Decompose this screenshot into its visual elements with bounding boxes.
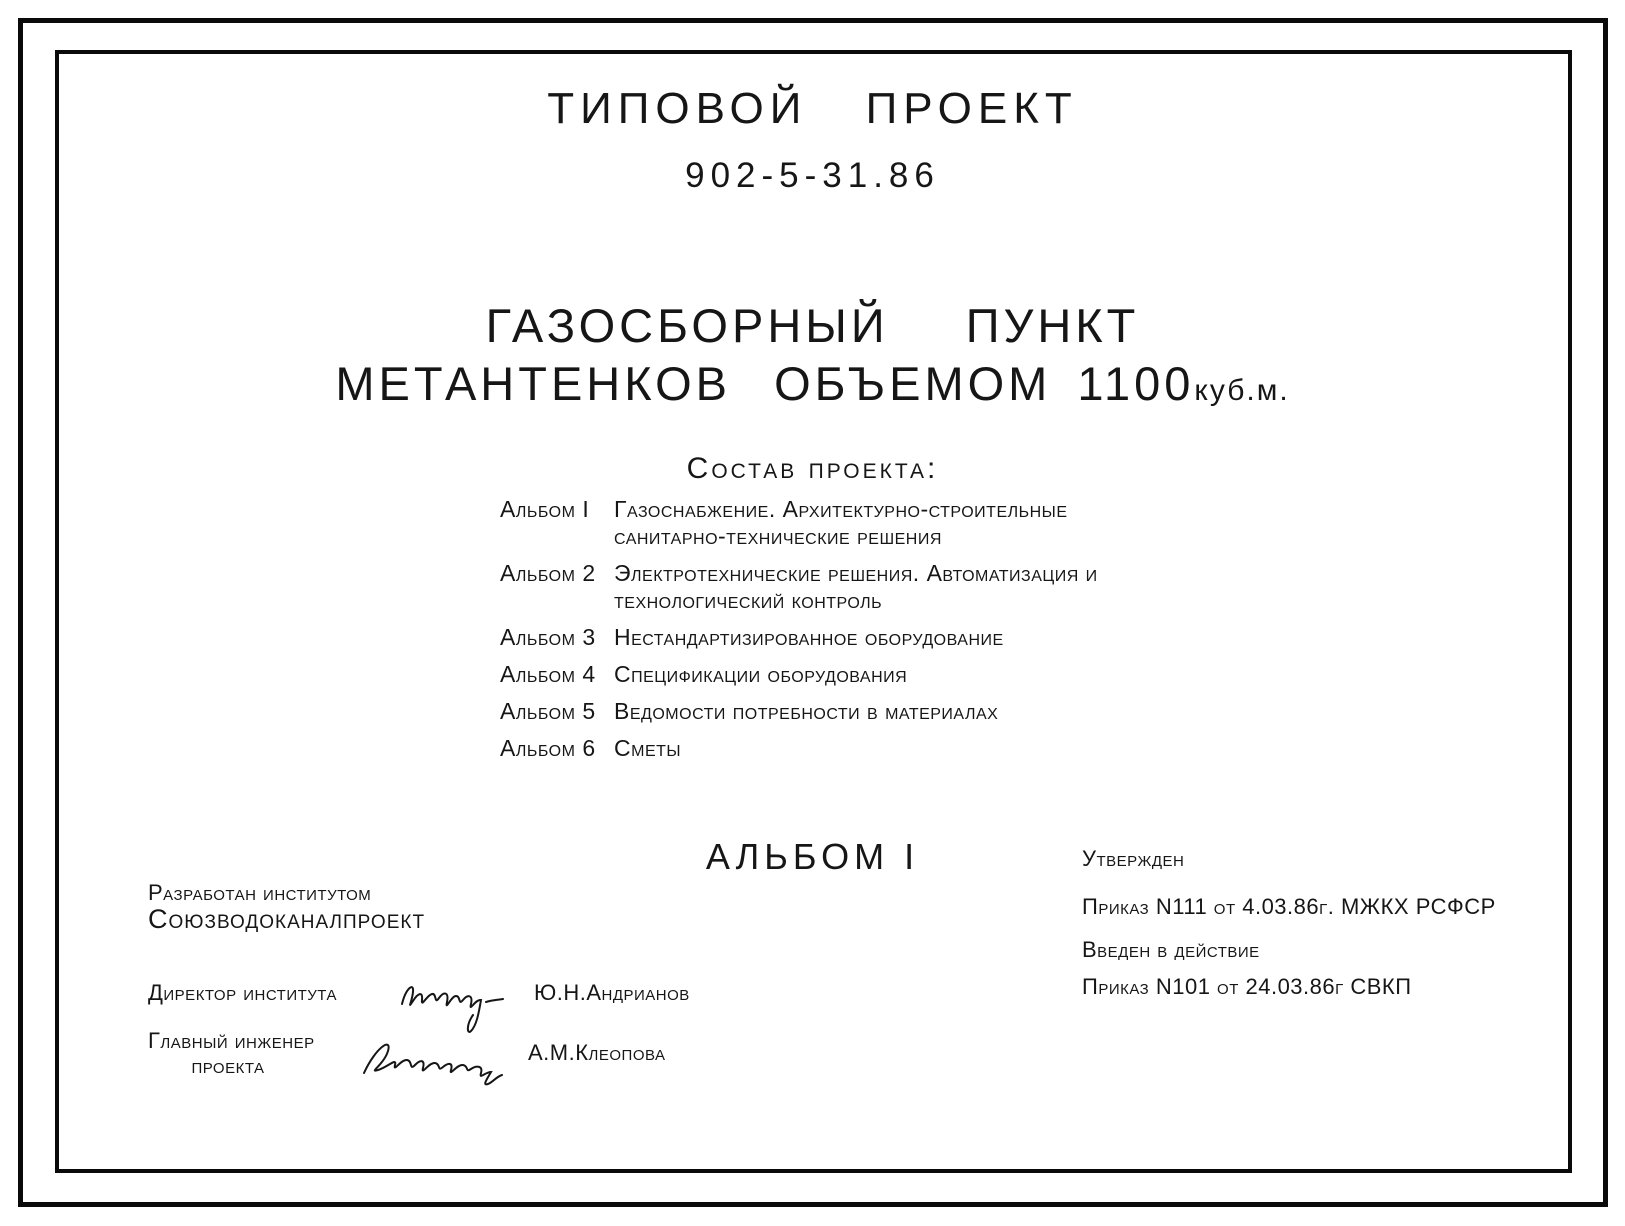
approved-label: Утвержден [1082,846,1185,871]
album-label: Альбом 5 [500,698,596,724]
album-list-item [500,624,1150,651]
album-label: Альбом 3 [500,624,596,650]
album-description: Газоснабжение. Архитектурно-строительные санитарно-технические решения [614,496,1068,549]
album-list-item [500,735,1150,762]
album-description: Электротехнические решения. Автоматизация и технологический контроль [614,560,1098,613]
approval-block [1082,846,1552,1000]
album-label: Альбом 4 [500,661,596,687]
director-role-label: Директор института [148,980,337,1005]
album-label: Альбом I [500,496,590,522]
main-title-line1: ГАЗОСБОРНЫЙ ПУНКТ [485,299,1140,352]
developed-by-label: Разработан институтом [148,880,372,905]
chief-engineer-label-line2: проекта [191,1053,265,1078]
chief-engineer-signature-icon [356,1027,518,1089]
album-list-item [500,661,1150,688]
album-list-item [500,560,1150,614]
document-kind-title: ТИПОВОЙ ПРОЕКТ [547,84,1078,133]
volume-unit: куб.м. [1194,374,1290,407]
chief-engineer-signature-row [148,1028,666,1078]
chief-engineer-label-line1: Главный инженер [148,1028,315,1053]
director-signature-row [148,976,690,1010]
album-description: Ведомости потребности в материалах [614,698,999,724]
chief-engineer-name: А.М.Клеопова [528,1040,666,1065]
chief-engineer-role-label [148,1028,356,1078]
main-title-line2 [0,356,1625,411]
album-label: Альбом 2 [500,560,596,586]
effective-order: Приказ N101 от 24.03.86г СВКП [1082,974,1412,999]
project-code: 902-5-31.86 [685,156,940,195]
institute-name: Союзводоканалпроект [148,904,426,934]
approved-order: Приказ N111 от 4.03.86г. МЖКХ РСФСР [1082,894,1496,919]
composition-heading: Состав проекта: [686,452,939,485]
album-description: Нестандартизированное оборудование [614,624,1004,650]
album-label: Альбом 6 [500,735,596,761]
effective-label: Введен в действие [1082,937,1260,962]
album-list-item [500,698,1150,725]
album-description: Сметы [614,735,682,761]
volume-value: 1100 [1077,357,1195,410]
director-name: Ю.Н.Андрианов [534,980,690,1005]
album-description: Спецификации оборудования [614,661,908,687]
album-list-item [500,496,1150,550]
current-album-heading: АЛЬБОМ I [705,836,920,877]
album-list [500,496,1150,772]
main-title-line2-text: МЕТАНТЕНКОВ ОБЪЕМОМ [335,357,1052,410]
